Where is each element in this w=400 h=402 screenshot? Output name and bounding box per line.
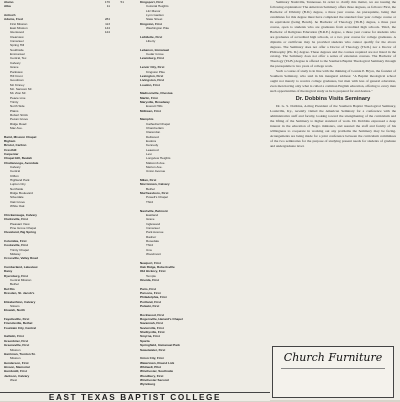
church-name: Southside [10, 47, 24, 52]
church-name: Harriman, Trenton St. [4, 351, 36, 356]
church-name: Daisy [4, 269, 13, 274]
church-name: Washington Pike [146, 26, 170, 31]
church-name: Whitwell, Pilot [140, 364, 161, 369]
church-name: Central, Tex [10, 56, 27, 61]
church-name: Glenwood [10, 30, 24, 35]
church-name: Fountain City, Central [4, 325, 36, 330]
church-name: Dyersburg, First [4, 273, 28, 278]
church-name: Parsons, First [140, 291, 161, 296]
church-name: Cedar Grove [146, 52, 164, 57]
church-name: Rockwood, First [140, 312, 165, 317]
training-union-count [240, 382, 254, 386]
church-name: Philadelphia, First [140, 295, 167, 300]
church-name: Grace [10, 65, 19, 70]
church-name: Union Avenue [146, 169, 166, 174]
article-paragraph: Seminary Nashville, Tennessee. In order to clarify this matter, we are issuing the following explanation: The American Seminary offers three degrees, as follows: First, the Bachelor of Divinity (B.D.) degree, a three year course. As prerequisite, being that candidates for this degree must have completed the standard four year college course or its equivalent (being Bench). he Bachelor of Theology (Th.B.) degree, a three year course, open to students who are graduates from accredited high schools. Third, the Bachelor of Religious Education (B.R.E.) degree, a three year course for students who are graduates of accredited high schools, or a two year course for college graduates. A diploma or certificate may be provided students who cannot qualify for the above degrees. The Seminary does not offer a Doctor of Theology (Th.D.) nor a Doctor of Philosophy (Ph. D.) degree. These degrees and the courses required are not listed in the catalog. The Seminary does not offer a series of extension courses. The Bachelor of Theology (Th.B.) degree is offered to the Southern Baptist Theological Seminary through the prerequisite is two years of college work. [270, 0, 396, 69]
church-name: Sparta [140, 338, 150, 343]
church-name: Immanuel [146, 225, 160, 230]
sunday-school-count: 144 [104, 26, 110, 31]
article-intro [270, 0, 396, 94]
church-name: Lenoir City, First [140, 65, 165, 70]
church-name: Pulaski, First [140, 304, 160, 309]
church-name: West [10, 377, 17, 382]
church-name: Malcomb Ave. [146, 160, 166, 165]
church-name: Kingston Pike [146, 69, 165, 74]
church-name: Plains [10, 108, 19, 113]
church-name: Mission [10, 347, 21, 352]
church-name: Central Mission [10, 278, 32, 282]
church-name: Baird, Mission Chapel [4, 134, 37, 139]
attendance-table-left [4, 0, 136, 382]
church-name: Greenbrier, First [4, 338, 29, 343]
sunday-school-count: 284 [104, 17, 110, 22]
church-name: Everett Hills [146, 104, 163, 109]
church-name: Pecan Grove [10, 117, 29, 122]
church-name: Merton Ave. [146, 165, 163, 170]
church-name: Del Rio [4, 286, 15, 291]
church-name: Litz Manor [146, 8, 161, 13]
church-name: Grace [146, 217, 155, 222]
church-name: Goodman [10, 78, 24, 83]
church-name: Columbia, First [4, 238, 27, 243]
church-name: Longview Heights [146, 156, 171, 161]
sunday-school-count [220, 382, 240, 386]
church-name: McEwen, First [140, 108, 161, 113]
church-name: Calvary [10, 165, 21, 170]
church-name: Levi [146, 152, 152, 157]
church-name: Highland Park [10, 178, 30, 183]
church-name: Mc Kinney [10, 82, 25, 87]
church-name: Cathedral Chapel [146, 121, 171, 126]
church-name: Fayetteville, First [4, 317, 30, 322]
church-name: Winchester Second [140, 377, 169, 382]
church-name: Mc. Sansom Mr. [10, 86, 33, 91]
church-name: Memphis [140, 117, 154, 122]
church-name: Martin, First [140, 95, 158, 100]
church-name: Trinity Chapel [10, 247, 29, 252]
church-name: Third [146, 243, 154, 248]
church-name: Colonial Heights [146, 4, 169, 9]
church-name: Spring Hill [10, 43, 25, 48]
church-name: Kingston, First [140, 21, 162, 26]
church-name: Gallatin, First [4, 334, 24, 339]
church-name: Oneida, First [140, 278, 159, 282]
church-name: Smyrna, First [140, 334, 160, 339]
church-name: Chamberlain [146, 125, 164, 130]
church-name: Lebanon, Immanuel [140, 47, 170, 52]
church-name: Liberty [146, 39, 156, 44]
church-name: Silverdale [10, 195, 24, 200]
church-name: Lafollette, First [140, 34, 163, 39]
additions-count [254, 382, 266, 386]
article-body [270, 104, 396, 149]
church-name: Cresthill [4, 147, 17, 152]
church-name: Temple [146, 273, 156, 278]
church-name: Dresden, St. Jacob's [4, 291, 35, 296]
church-name: Clifton [10, 173, 19, 178]
church-name: Immanuel [10, 39, 24, 44]
church-name: Mission [10, 356, 21, 361]
church-name: Nashville, Belmont [140, 208, 168, 213]
church-name: Ridge Road [10, 121, 27, 126]
church-name: Park Avenue [146, 230, 164, 235]
church-name: Hixson, Memorial [4, 364, 30, 369]
church-name: Sweetwater, First [140, 347, 166, 352]
article-paragraph: Such a course of study is in line with the thinking of Lonnie P. Bryce, the founder of Southern Seminary, who said in his inaugural address: "A Baptist theological school ought not merely to receive college graduates, but men with less of general education, even men having only what is called a common English education, offering to every man such opportunities of theological study as he is prepared for and desires." [270, 69, 396, 94]
church-name: Elizabethton, Calvary [4, 299, 36, 304]
church-name: Oak Grove [10, 199, 25, 204]
footer-banner-text: EAST TEXAS BAPTIST COLLEGE [48, 393, 222, 402]
church-name: Watertown, Round Lick [140, 360, 175, 365]
church-name: Clarksville, First [4, 217, 28, 222]
sunday-school-count: 11 [106, 4, 110, 9]
training-union-count: 51 [120, 0, 124, 4]
church-name: Lynn Garden [146, 13, 164, 18]
church-name: Antioch [4, 13, 16, 18]
church-name: Henderson, First [4, 360, 29, 365]
church-name: Portland, First [140, 299, 161, 304]
church-name: Cleveland, Big Spring [4, 230, 36, 235]
church-name: Maryville, Broadway [140, 99, 170, 104]
church-name: Milan, First [140, 178, 157, 183]
church-name: Kingsport, First [140, 0, 164, 4]
church-name: Union City, First [140, 356, 164, 361]
church-name: Mt. Zion Mr. [10, 91, 27, 96]
sunday-school-count: 176 [104, 0, 110, 4]
church-name: Savannah, First [140, 321, 164, 326]
sunday-school-count: 124 [104, 30, 110, 35]
church-name: Adams, Fred [4, 17, 23, 22]
church-name: Cookeville, First [4, 243, 28, 248]
church-name: Carpenter [4, 152, 19, 157]
church-name: Calvary [10, 60, 21, 65]
church-name: Eastland [146, 212, 159, 217]
church-name: Bethel [10, 282, 19, 287]
church-name: Etowah, North [4, 308, 25, 313]
church-name: Chattanooga, Avondale [4, 160, 39, 165]
church-name: Pleasant View [10, 221, 30, 226]
church-name: Mac Ave. [10, 125, 23, 130]
church-name: Winchester, Southside [140, 369, 174, 374]
church-name: Powell's Chapel [146, 195, 168, 200]
church-name: Cumberland, Lakeview [4, 264, 38, 269]
training-union-count [110, 378, 124, 382]
sunday-school-count: 113 [105, 21, 110, 26]
church-name: Inglewood [146, 221, 161, 226]
church-name: Hill Crest [10, 73, 23, 78]
church-name: Third [146, 199, 154, 204]
church-name: Pine Grove Chapel [10, 225, 37, 230]
church-name: Alamo [4, 0, 14, 4]
church-name: Siloam [10, 304, 20, 309]
church-name: Loudon, First [140, 82, 160, 87]
table-row [4, 378, 136, 382]
church-name: Shelbyville, First [140, 330, 165, 335]
church-name: Emmanuel [10, 52, 25, 57]
church-name: East Mission [10, 26, 28, 31]
church-name: Central [10, 169, 20, 174]
church-name: Livingston, First [140, 78, 165, 83]
church-name: Peace Line [10, 95, 26, 100]
church-name: Sevierville, First [140, 325, 164, 330]
church-name: White Oak [10, 204, 25, 209]
church-name: First Mission [10, 21, 28, 26]
church-name: Lupton City [10, 182, 26, 187]
church-name: Springfield, Immanuel Park [140, 343, 180, 348]
church-name: Radnor [146, 234, 157, 239]
article-headline: Dr. Dobbins Visits Seminary [295, 96, 371, 103]
church-name: State Street [146, 17, 163, 22]
church-name: Leawood [146, 147, 159, 152]
church-name: Robert Strick [10, 112, 28, 117]
church-name: Murfreesboro, First [140, 191, 169, 196]
church-name: Bigham [4, 139, 16, 143]
church-name: Bristol, Carlton [4, 143, 27, 148]
church-name: Old Hickory, First [140, 269, 166, 274]
church-name: Rosedale [146, 238, 160, 243]
church-name: Jackson, Calvary [4, 373, 30, 378]
church-name: Lewisburg, First [140, 56, 164, 61]
church-name: Oak Ridge, Robertsville [140, 264, 175, 269]
ad-divider [281, 368, 385, 369]
church-name: Parkview [10, 69, 23, 74]
church-name: Kennedy [146, 143, 159, 148]
church-name: Midway [10, 251, 21, 256]
church-name: Madisonville, Chestua [140, 91, 173, 96]
church-name: Chapel Hill, Beulah [4, 156, 33, 161]
attendance-table-middle [140, 0, 266, 387]
church-name: Dellwood [146, 134, 159, 139]
church-name: Rogersville, Henard's Chapel [140, 317, 183, 322]
church-name: Chickamauga, Calvary [4, 212, 38, 217]
church-name: Eudora [146, 139, 156, 143]
church-name: Lexington, First [140, 73, 164, 78]
ad-title: Church Furniture [283, 351, 383, 364]
church-furniture-ad[interactable] [272, 346, 394, 398]
church-name: Bethel [146, 186, 155, 191]
church-name: Newport, First [140, 260, 161, 265]
church-name: Alba [4, 4, 11, 9]
church-name: North Side [10, 104, 25, 109]
church-name: Wynnburg [140, 382, 156, 387]
church-name: Morristown, Calvary [140, 182, 170, 187]
sunday-school-count [90, 378, 110, 382]
church-name: Ridge Boulevard [10, 191, 33, 196]
church-name: Woodmont [146, 251, 161, 256]
church-name: Woodbury, First [140, 373, 164, 378]
church-name: Northside [10, 186, 24, 191]
additions-count [124, 378, 136, 382]
church-name: Clarendon [146, 130, 161, 135]
article-paragraph: Dr. G. S. Dobbins, Acting President of the Southern Baptist Theological Seminary, Louisville, Ky., recently visited the American Seminary for a conference with the administrative staff and faculty, looking toward the strengthening of the curriculum and the lifting of the Seminary to higher standard of work. Dr. Dobbins expressed a deep interest in the education of Negro ministers, and assured the staff and faculty of his willingness to cooperate in working out any problems the Seminary may be facing. Arrangements are being made for a joint conference between the curriculum committees of the two seminaries for the purpose of studying present needs for students of graduate and undergraduate level. [270, 104, 396, 148]
church-name: Una [146, 247, 152, 252]
church-name: Humboldt, First [4, 369, 27, 374]
church-name: Crossville, Valley Road [4, 256, 38, 261]
church-name: Clearview [10, 34, 24, 39]
article-column [270, 0, 396, 149]
table-row [140, 382, 266, 386]
church-name: Trinity [10, 99, 19, 104]
church-name: Friendsville, Bethel [4, 321, 33, 326]
church-name: Greeneville, First [4, 343, 30, 348]
church-name: Paris, First [140, 286, 156, 291]
